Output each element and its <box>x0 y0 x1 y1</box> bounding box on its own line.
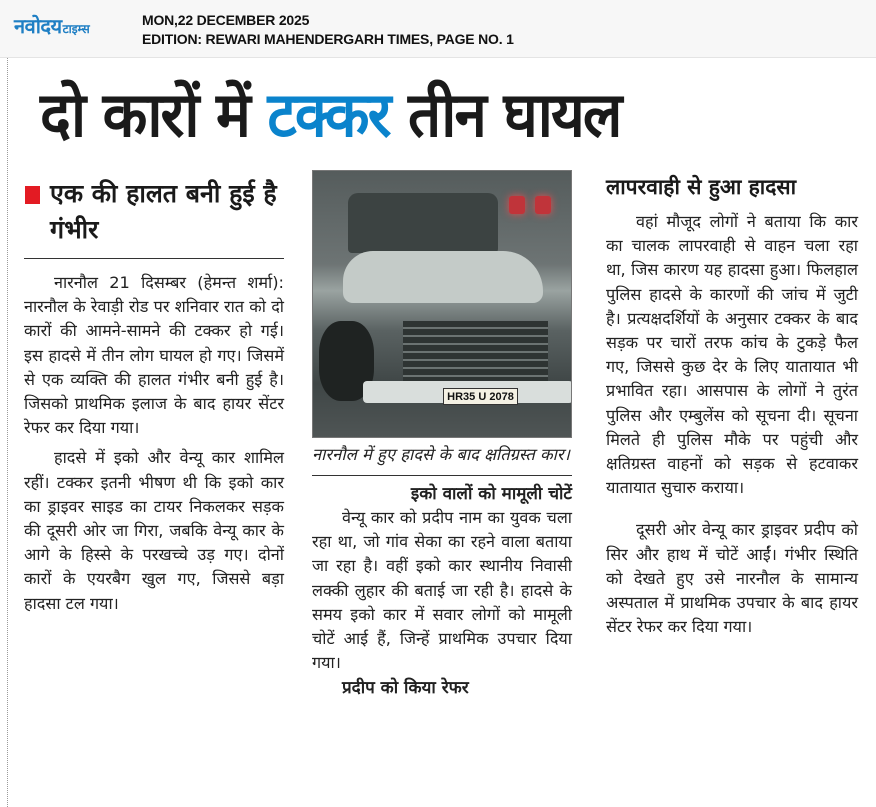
article-paragraph: नारनौल 21 दिसम्बर (हेमन्त शर्मा): नारनौल के रेवाड़ी रोड पर शनिवार रात को दो कारों की आमने-सामने की टक्कर हो गई। इस हादसे में तीन लोग घायल हो गए। जिसमें से एक व्यक्ति की हालत गंभीर बनी हुई है। जिसको प्राथमिक इलाज के बाद हायर सेंटर रेफर कर दिया गया। <box>24 273 284 438</box>
paragraph-gap <box>606 500 858 518</box>
photo-taillight <box>509 196 525 214</box>
photo-windshield <box>348 193 498 253</box>
photo-taillight <box>535 196 551 214</box>
article-paragraph: दूसरी ओर वेन्यू कार ड्राइवर प्रदीप को सिर और हाथ में चोटें आईं। गंभीर स्थिति को देखते हुए उसे नारनौल के सामान्य अस्पताल में प्राथमिक उपचार के बाद हायर सेंटर रेफर कर दिया गया। <box>606 520 858 637</box>
edition-date: MON,22 DECEMBER 2025 <box>142 12 310 28</box>
left-subheading <box>25 176 284 248</box>
headline-part-2: तीन घायल <box>389 78 621 151</box>
logo-sub-text: टाइम्स <box>62 22 90 36</box>
left-subheading-text: एक की हालत बनी हुई है गंभीर <box>50 179 277 244</box>
divider-rule <box>24 258 284 259</box>
middle-subheading: इको वालों को मामूली चोटें <box>410 484 572 504</box>
middle-subheading-2: प्रदीप को किया रेफर <box>342 678 469 699</box>
article-paragraph: वहां मौजूद लोगों ने बताया कि कार का चालक लापरवाही से वाहन चला रहा था, जिस कारण यह हादसा हुआ। फिलहाल पुलिस हादसे के कारणों की जांच में जुटी है। प्रत्यक्षदर्शियों के अनुसार टक्कर के बाद सड़क पर चारों तरफ कांच के टुकड़े फैल गए, जिससे कुछ देर के लिए यातायात भी प्रभावित रहा। आसपास के लोगों ने तुरंत पुलिस और एम्बुलेंस को सूचना दी। सूचना मिलते ही पुलिस मौके पर पहुंची और क्षतिग्रस्त वाहनों को सड़क से हटवाकर यातायात सुचारु कराया। <box>606 212 858 498</box>
logo-main-text: नवोदय <box>14 14 62 38</box>
newspaper-logo[interactable] <box>14 12 90 39</box>
right-subheading: लापरवाही से हुआ हादसा <box>606 175 797 199</box>
middle-column <box>312 170 572 701</box>
photo-grille <box>403 321 548 383</box>
headline-accent-word: टक्कर <box>267 78 390 151</box>
article-paragraph: वेन्यू कार को प्रदीप नाम का युवक चला रहा था, जो गांव सेका का रहने वाला बताया जा रहा है। वहीं इको कार स्थानीय निवासी लक्की लुहार की बताई जा रही है। हादसे के समय इको कार में सवार लोगों को मामूली चोटें आई हैं, जिन्हें प्राथमिक उपचार दिया गया। <box>312 508 572 673</box>
right-column <box>606 170 858 639</box>
edition-info <box>142 11 514 49</box>
edition-header-bar <box>0 0 876 58</box>
main-headline <box>40 74 820 156</box>
damaged-car-photo[interactable] <box>312 170 572 438</box>
red-bullet-icon <box>25 186 40 204</box>
license-plate: HR35 U 2078 <box>443 388 518 405</box>
page-clip-edge <box>7 58 8 807</box>
headline-part-1: दो कारों में <box>40 78 268 151</box>
edition-name-page: EDITION: REWARI MAHENDERGARH TIMES, PAGE NO. 1 <box>142 31 514 47</box>
photo-caption: नारनौल में हुए हादसे के बाद क्षतिग्रस्त कार। <box>312 445 570 464</box>
article-paragraph: हादसे में इको और वेन्यू कार शामिल रहीं। टक्कर इतनी भीषण थी कि इको कार का ड्राइवर साइड का टायर निकलकर सड़क की दूसरी ओर जा गिरा, जबकि वेन्यू कार के आगे के हिस्से के परखच्चे उड़ गए। दोनों कारों के एयरबैग खुल गए, जिससे बड़ा हादसा टल गया। <box>24 448 284 613</box>
left-column <box>24 176 284 616</box>
divider-rule <box>312 475 572 476</box>
photo-hood <box>343 251 543 303</box>
